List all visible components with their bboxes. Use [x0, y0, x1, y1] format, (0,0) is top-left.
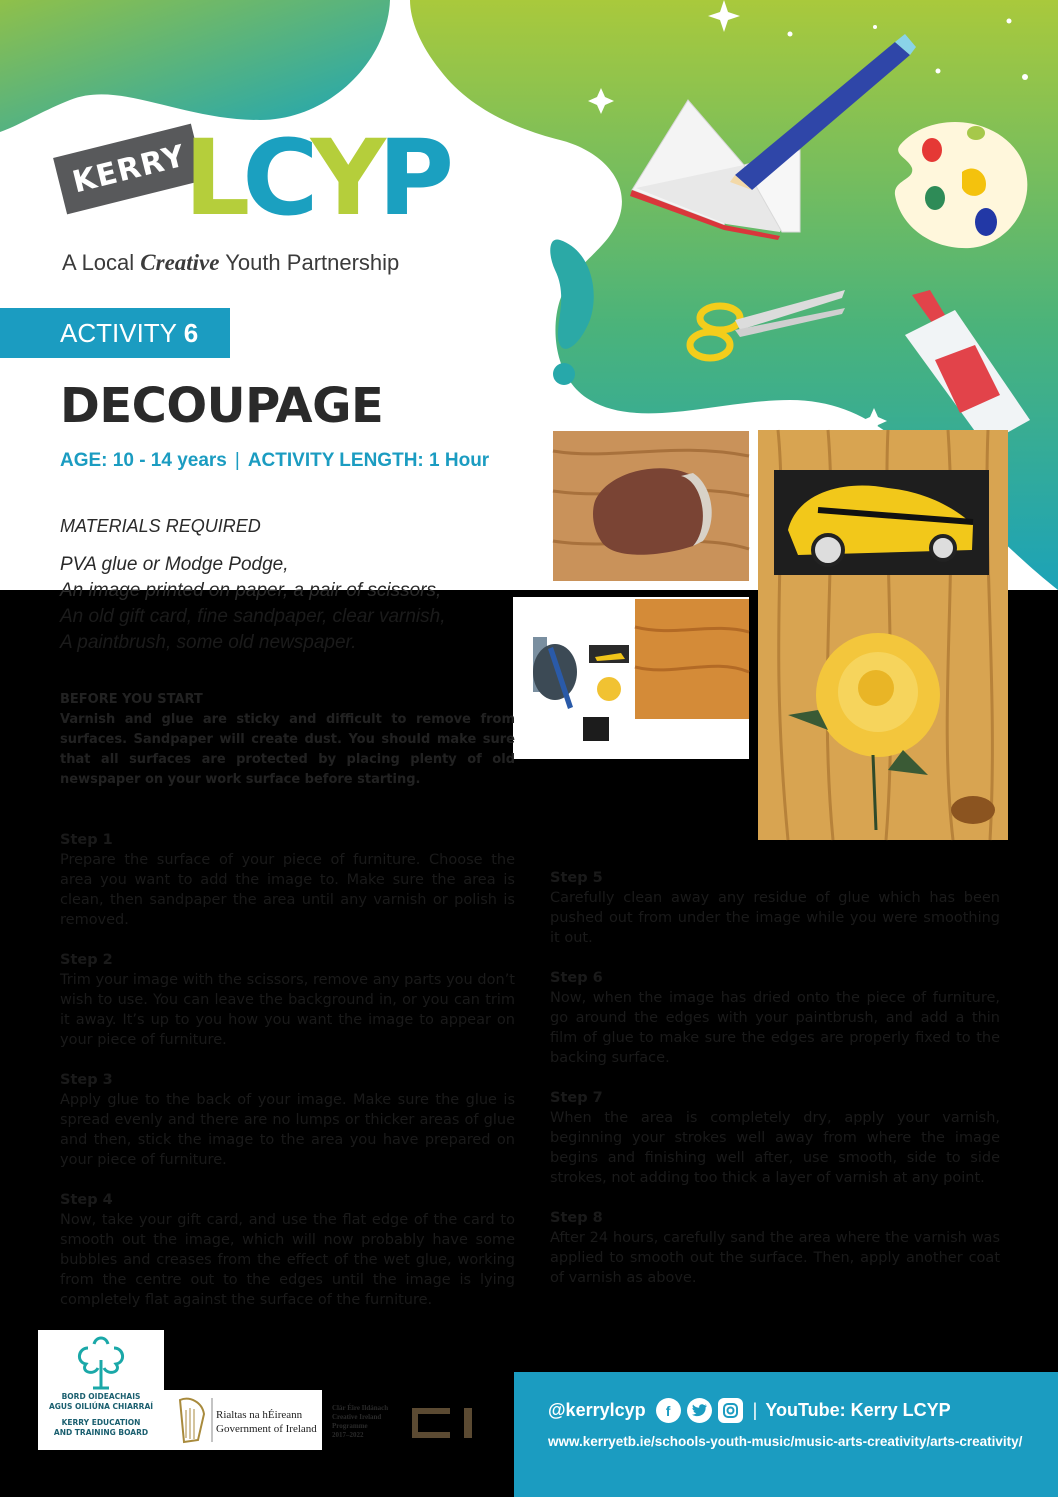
ci-line: 2017–2022 [332, 1431, 364, 1439]
lcyp-letter-l: L [184, 117, 243, 239]
step-text: Prepare the surface of your piece of furniture. Choose the area you want to add the image to. Make sure the area is clean, then sandpaper the area until any varnish or polish is removed. [60, 852, 515, 928]
meta-divider: | [234, 450, 240, 471]
step-2 [60, 950, 515, 1050]
step-7 [550, 1088, 1000, 1188]
step-4 [60, 1190, 515, 1310]
before-you-start [60, 690, 515, 790]
activity-label: ACTIVITY [60, 318, 177, 348]
ci-line: Creative Ireland [332, 1413, 382, 1421]
tagline-suffix: Youth Partnership [219, 250, 400, 275]
instagram-icon[interactable] [718, 1398, 743, 1423]
step-5 [550, 868, 1000, 948]
palette-icon [895, 122, 1027, 248]
kerry-etb-logo [38, 1330, 164, 1450]
gov-line-english: Government of Ireland [216, 1423, 317, 1435]
tree-icon [38, 1330, 164, 1392]
gov-line-irish: Rialtas na hÉireann [216, 1409, 303, 1421]
step-heading: Step 1 [60, 832, 113, 848]
twitter-icon[interactable] [687, 1398, 712, 1423]
materials-list [60, 552, 441, 604]
ci-line: Programme [332, 1422, 368, 1430]
step-heading: Step 6 [550, 970, 603, 986]
step-heading: Step 8 [550, 1210, 603, 1226]
etb-line: AGUS OILIÚNA CHIARRAÍ [48, 1402, 154, 1411]
finished-board-photo [758, 430, 1008, 840]
lcyp-logo [184, 117, 447, 239]
creative-ireland-logo [410, 1406, 476, 1440]
materials-item: An image printed on paper, a pair of scissors, [60, 580, 442, 601]
step-3 [60, 1070, 515, 1170]
step-heading: Step 3 [60, 1072, 113, 1088]
website-url[interactable]: www.kerryetb.ie/schools-youth-music/music-arts-creativity/arts-creativity/ [548, 1434, 1023, 1449]
kerry-logo: KERRY [53, 124, 205, 215]
lcyp-letter-c: C [242, 117, 311, 239]
step-text: Now, take your gift card, and use the flat edge of the card to smooth out the image, which will now probably have some bubbles and creases from the effect of the wet glue, working from the centre out to the edges until the image is lying completely flat against the surface of the furniture. [60, 1212, 515, 1308]
step-heading: Step 4 [60, 1192, 113, 1208]
etb-line: AND TRAINING BOARD [53, 1428, 149, 1437]
materials-heading: MATERIALS REQUIRED [60, 516, 261, 536]
activity-length: ACTIVITY LENGTH: 1 Hour [247, 450, 490, 471]
materials-item: A paintbrush, some old newspaper. [60, 632, 357, 653]
step-heading: Step 5 [550, 870, 603, 886]
activity-tab [0, 308, 230, 358]
lcyp-letter-y: Y [310, 117, 378, 239]
materials-photo [513, 597, 749, 759]
harp-icon [168, 1390, 218, 1450]
etb-line: BORD OIDEACHAIS [61, 1392, 141, 1401]
step-text: Now, when the image has dried onto the piece of furniture, go around the edges with your paintbrush, and add a thin film of glue to make sure the edges are properly fixed to the backing surface. [550, 990, 1000, 1066]
page-title: DECOUPAGE [60, 378, 384, 434]
activity-number: 6 [183, 318, 199, 348]
social-footer [514, 1372, 1058, 1497]
social-line [548, 1398, 951, 1423]
step-text: Apply glue to the back of your image. Make sure the glue is spread evenly and there are no lumps or thicker areas of glue and then, stick the image to the area you have prepared on your piece of furniture. [60, 1092, 515, 1168]
government-of-ireland-logo [164, 1390, 322, 1450]
before-heading: BEFORE YOU START [60, 692, 203, 707]
government-text [216, 1408, 317, 1436]
lcyp-letter-p: P [377, 117, 447, 239]
facebook-icon[interactable]: f [656, 1398, 681, 1423]
before-text: Varnish and glue are sticky and difficult to remove from surfaces. Sandpaper will create dust. You should make sure that all surfaces are protected by placing plenty of old newspaper on your work surface before starting. [60, 712, 515, 787]
step-heading: Step 7 [550, 1090, 603, 1106]
step-1 [60, 830, 515, 930]
steps-column-left [60, 830, 515, 1330]
tagline [62, 250, 399, 276]
creative-ireland-text [332, 1404, 388, 1440]
youtube-label[interactable]: YouTube: Kerry LCYP [765, 1400, 951, 1420]
step-text: Trim your image with the scissors, remove any parts you don’t wish to use. You can leave the background in, or you can trim it away. It’s up to you how you want the image to appear on your piece of furniture. [60, 972, 515, 1048]
sandpaper-photo [553, 431, 749, 581]
age-range: AGE: 10 - 14 years [60, 450, 227, 471]
step-8 [550, 1208, 1000, 1288]
tagline-prefix: A Local [62, 250, 141, 275]
tagline-emphasis: Creative [140, 250, 220, 275]
ci-line: Clár Éire Ildánach [332, 1404, 389, 1412]
activity-meta [60, 450, 489, 472]
step-6 [550, 968, 1000, 1068]
step-text: After 24 hours, carefully sand the area where the varnish was applied to smooth out the surface. Then, apply another coat of varnish as above. [550, 1230, 1000, 1286]
etb-line: KERRY EDUCATION [61, 1418, 141, 1427]
social-divider: | [752, 1400, 758, 1420]
social-handle[interactable]: @kerrylcyp [548, 1400, 646, 1420]
materials-list-continued [60, 604, 446, 656]
step-heading: Step 2 [60, 952, 113, 968]
materials-item: PVA glue or Modge Podge, [60, 554, 289, 575]
steps-column-right [550, 868, 1000, 1308]
step-text: When the area is completely dry, apply your varnish, beginning your strokes well away from where the image begins and finishing well after, use smooth, side to side strokes, not adding too thick a layer of varnish at any point. [550, 1110, 1000, 1186]
step-text: Carefully clean away any residue of glue which has been pushed out from under the image while you were smoothing it out. [550, 890, 1000, 946]
materials-item: An old gift card, fine sandpaper, clear varnish, [60, 606, 446, 627]
